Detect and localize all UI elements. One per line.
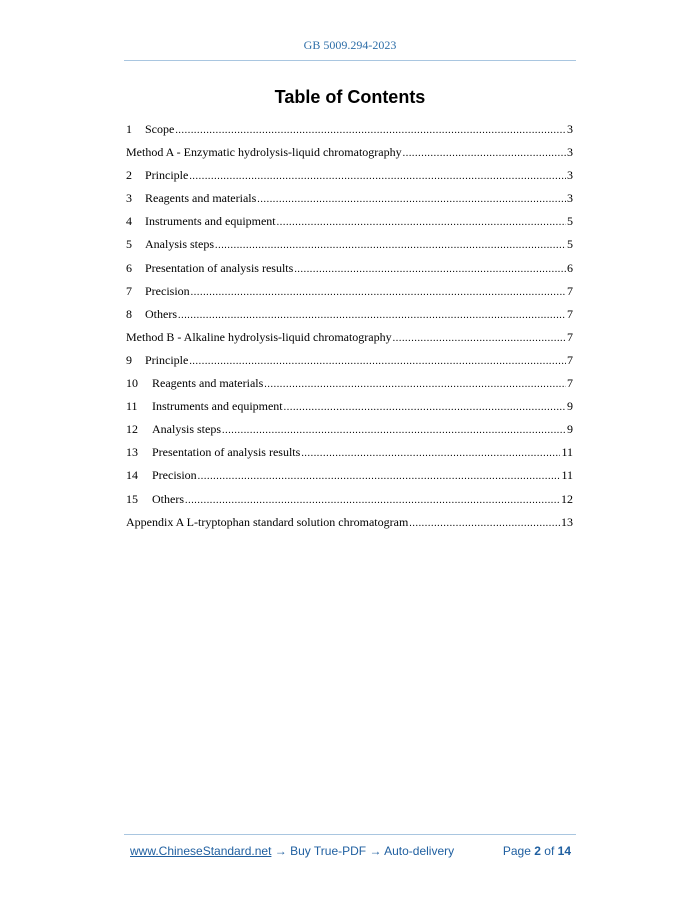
toc-entry-text: Principle xyxy=(145,168,189,183)
toc-dot-leader xyxy=(284,396,566,419)
footer xyxy=(130,844,571,858)
toc-dot-leader xyxy=(215,234,566,257)
toc-entry-number: 10 xyxy=(126,376,138,391)
toc-entry-text: Reagents and materials xyxy=(145,191,257,206)
toc-entry[interactable] xyxy=(126,511,573,534)
toc-entry[interactable] xyxy=(126,326,573,349)
toc-entry[interactable] xyxy=(126,233,573,256)
toc-entry-page: 7 xyxy=(567,376,573,391)
toc-entry-page: 5 xyxy=(567,237,573,252)
toc-entry[interactable] xyxy=(126,488,573,511)
toc-entry-number: 13 xyxy=(126,445,138,460)
toc-list xyxy=(126,118,573,534)
page-indicator xyxy=(503,844,571,858)
toc-dot-leader xyxy=(301,442,560,465)
toc-dot-leader xyxy=(189,350,566,373)
toc-entry-page: 3 xyxy=(567,191,573,206)
toc-entry-page: 11 xyxy=(561,468,573,483)
toc-entry-page: 11 xyxy=(561,445,573,460)
toc-entry-page: 7 xyxy=(567,329,573,344)
toc-entry-page: 7 xyxy=(567,283,573,298)
toc-entry-text: Instruments and equipment xyxy=(145,214,276,229)
toc-dot-leader xyxy=(257,188,566,211)
toc-entry-number: 11 xyxy=(126,399,138,414)
toc-entry-text: Presentation of analysis results xyxy=(152,445,301,460)
toc-entry-page: 7 xyxy=(567,352,573,367)
toc-entry-number: 8 xyxy=(126,306,132,321)
toc-entry[interactable] xyxy=(126,464,573,487)
site-link[interactable]: www.ChineseStandard.net xyxy=(130,844,272,858)
toc-entry-page: 7 xyxy=(567,306,573,321)
toc-entry-page: 6 xyxy=(567,260,573,275)
toc-entry-page: 9 xyxy=(567,399,573,414)
toc-entry-text: Analysis steps xyxy=(152,422,221,437)
toc-dot-leader xyxy=(185,489,560,512)
toc-dot-leader xyxy=(264,373,566,396)
toc-entry-number: 9 xyxy=(126,352,132,367)
toc-entry-number: 1 xyxy=(126,122,132,136)
toc-title: Table of Contents xyxy=(274,87,426,107)
footer-tagline: → Buy True-PDF → Auto-delivery xyxy=(271,844,455,858)
toc-entry[interactable] xyxy=(126,418,573,441)
toc-entry-page: 9 xyxy=(567,422,573,437)
page-label: Page xyxy=(502,844,531,858)
toc-entry-page: 12 xyxy=(561,491,573,506)
toc-dot-leader xyxy=(198,465,561,488)
toc-entry[interactable] xyxy=(126,372,573,395)
toc-entry-text: Method A - Enzymatic hydrolysis-liquid chromatography xyxy=(126,145,402,160)
toc-entry[interactable] xyxy=(126,395,573,418)
toc-entry[interactable] xyxy=(126,349,573,372)
toc-entry-number: 2 xyxy=(126,168,132,183)
toc-dot-leader xyxy=(277,211,566,234)
current-page-number: 2 xyxy=(534,844,541,858)
footer-divider xyxy=(124,834,576,835)
toc-entry-number: 4 xyxy=(126,214,132,229)
toc-entry-text: Presentation of analysis results xyxy=(145,260,294,275)
toc-entry-text: Instruments and equipment xyxy=(152,399,283,414)
toc-entry-text: Scope xyxy=(145,122,175,136)
toc-entry[interactable] xyxy=(126,441,573,464)
toc-entry-text: Reagents and materials xyxy=(152,376,264,391)
toc-entry-text: Others xyxy=(152,491,184,506)
toc-entry[interactable] xyxy=(126,164,573,187)
toc-entry-text: Appendix A L-tryptophan standard solution chromatogram xyxy=(126,514,409,529)
toc-entry-page: 3 xyxy=(567,168,573,183)
toc-entry-number: 14 xyxy=(126,468,138,483)
toc-entry-page: 3 xyxy=(567,122,573,136)
toc-dot-leader xyxy=(189,165,566,188)
toc-dot-leader xyxy=(409,512,560,535)
toc-dot-leader xyxy=(393,327,566,350)
toc-entry-text: Analysis steps xyxy=(145,237,214,252)
toc-entry[interactable] xyxy=(126,257,573,280)
toc-entry-page: 5 xyxy=(567,214,573,229)
toc-dot-leader xyxy=(178,304,566,327)
toc-entry-text: Precision xyxy=(145,283,190,298)
of-label: of xyxy=(544,844,555,858)
footer-promo xyxy=(130,844,454,858)
toc-entry[interactable] xyxy=(126,187,573,210)
toc-entry-page: 13 xyxy=(561,514,573,529)
toc-entry-number: 3 xyxy=(126,191,132,206)
toc-entry[interactable] xyxy=(126,303,573,326)
toc-dot-leader xyxy=(191,281,566,304)
toc-entry-text: Others xyxy=(145,306,177,321)
header-divider xyxy=(124,60,576,61)
toc-entry[interactable] xyxy=(126,280,573,303)
toc-dot-leader xyxy=(294,258,566,281)
header-standard-code: GB 5009.294-2023 xyxy=(303,38,397,52)
toc-entry-number: 12 xyxy=(126,422,138,437)
toc-dot-leader xyxy=(175,119,566,142)
toc-entry-number: 6 xyxy=(126,260,132,275)
toc-entry-number: 7 xyxy=(126,283,132,298)
toc-entry-text: Precision xyxy=(152,468,197,483)
toc-entry-number: 5 xyxy=(126,237,132,252)
toc-dot-leader xyxy=(403,142,566,165)
toc-entry-number: 15 xyxy=(126,491,138,506)
toc-entry-text: Principle xyxy=(145,352,189,367)
total-pages-number: 14 xyxy=(557,844,571,858)
toc-dot-leader xyxy=(222,419,566,442)
toc-entry-page: 3 xyxy=(567,145,573,160)
toc-entry[interactable] xyxy=(126,118,573,141)
toc-entry-text: Method B - Alkaline hydrolysis-liquid chromatography xyxy=(126,329,392,344)
toc-entry[interactable] xyxy=(126,210,573,233)
toc-entry[interactable] xyxy=(126,141,573,164)
